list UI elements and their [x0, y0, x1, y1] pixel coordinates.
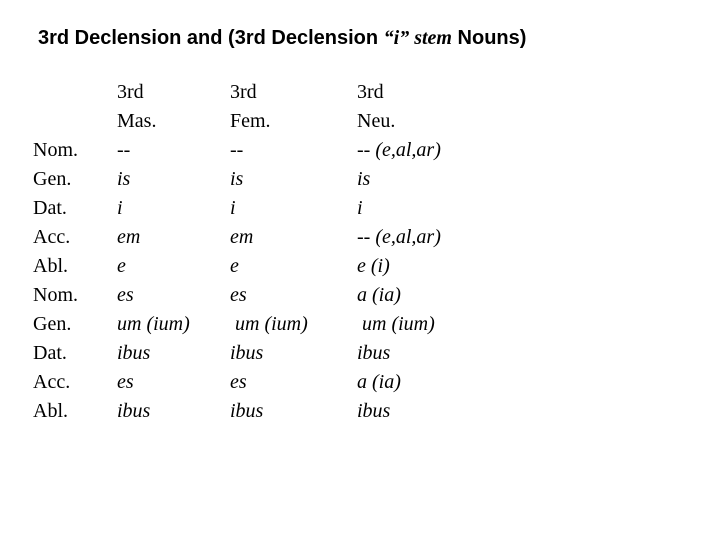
- masculine-column: [117, 78, 190, 426]
- ending-cell: um (ium): [230, 313, 308, 335]
- case-label: Abl.: [33, 400, 68, 422]
- case-label: Acc.: [33, 226, 71, 248]
- column-header: 3rd: [117, 81, 144, 103]
- ending-cell: e: [117, 255, 126, 277]
- case-label-column: [33, 78, 78, 426]
- ending-cell: ibus: [357, 342, 391, 364]
- case-label: Gen.: [33, 313, 72, 335]
- ending-cell: is: [230, 168, 244, 190]
- ending-cell: ibus: [117, 400, 151, 422]
- ending-cell: em: [230, 226, 254, 248]
- header-spacer: [33, 107, 78, 136]
- column-header: Neu.: [357, 110, 396, 132]
- case-label: Dat.: [33, 342, 67, 364]
- ending-cell: es: [117, 371, 134, 393]
- column-header: 3rd: [357, 81, 384, 103]
- ending-cell: --: [230, 139, 244, 161]
- title-part-2: Nouns): [452, 27, 527, 49]
- ending-cell: um (ium): [357, 313, 435, 335]
- ending-cell: --: [117, 139, 131, 161]
- case-label: Nom.: [33, 139, 78, 161]
- ending-cell: a (ia): [357, 371, 401, 393]
- feminine-column: [230, 78, 308, 426]
- case-label: Dat.: [33, 197, 67, 219]
- ending-cell: is: [117, 168, 131, 190]
- title-part-1: 3rd Declension and (3rd Declension: [38, 27, 384, 49]
- case-label: Gen.: [33, 168, 72, 190]
- column-header: 3rd: [230, 81, 257, 103]
- ending-cell: -- (e,al,ar): [357, 226, 441, 248]
- case-label: Abl.: [33, 255, 68, 277]
- ending-cell: is: [357, 168, 371, 190]
- neuter-column: [357, 78, 441, 426]
- ending-cell: ibus: [117, 342, 151, 364]
- column-header: Fem.: [230, 110, 271, 132]
- ending-cell: i: [117, 197, 123, 219]
- ending-cell: es: [230, 284, 247, 306]
- case-label: Nom.: [33, 284, 78, 306]
- ending-cell: i: [357, 197, 363, 219]
- ending-cell: um (ium): [117, 313, 190, 335]
- ending-cell: a (ia): [357, 284, 401, 306]
- ending-cell: es: [230, 371, 247, 393]
- ending-cell: e (i): [357, 255, 390, 277]
- ending-cell: ibus: [230, 342, 264, 364]
- title-quoted-term: “i” stem: [383, 27, 452, 49]
- ending-cell: i: [230, 197, 236, 219]
- header-spacer: [33, 78, 78, 107]
- case-label: Acc.: [33, 371, 71, 393]
- ending-cell: ibus: [230, 400, 264, 422]
- ending-cell: es: [117, 284, 134, 306]
- slide-title: [38, 24, 526, 52]
- ending-cell: e: [230, 255, 239, 277]
- column-header: Mas.: [117, 110, 157, 132]
- ending-cell: em: [117, 226, 141, 248]
- ending-cell: ibus: [357, 400, 391, 422]
- ending-cell: -- (e,al,ar): [357, 139, 441, 161]
